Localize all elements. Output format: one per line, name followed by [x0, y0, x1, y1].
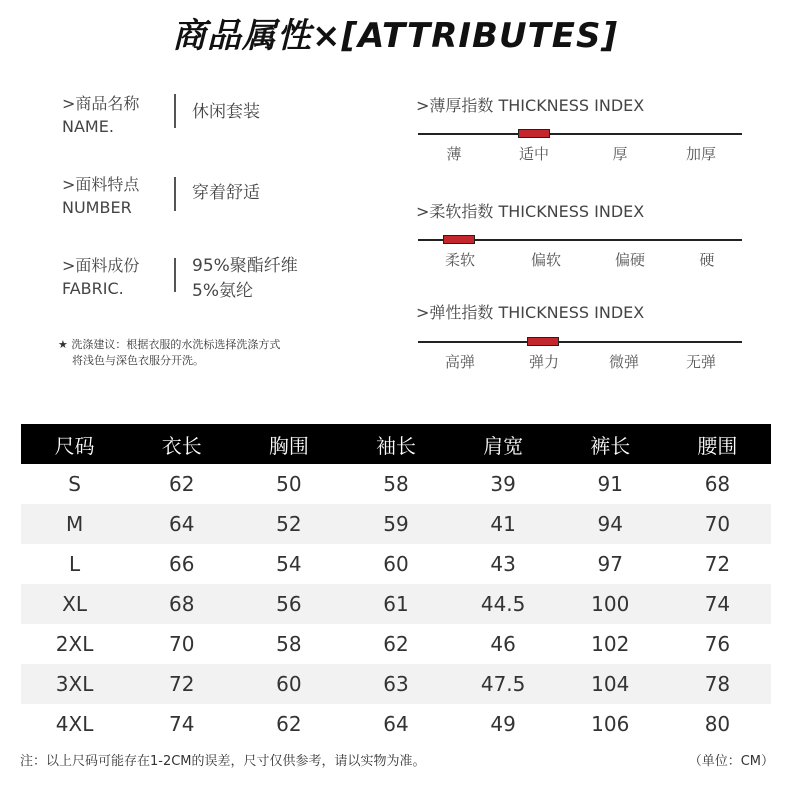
table-cell: 63	[342, 664, 449, 704]
table-cell: 74	[168, 712, 195, 736]
divider	[174, 94, 176, 128]
table-row	[21, 624, 771, 664]
footnote: 注：以上尺码可能存在1-2CM的误差，尺寸仅供参考，请以实物为准。	[20, 754, 426, 769]
table-row	[21, 704, 771, 744]
table-cell: L	[68, 552, 81, 576]
table-cell: 62	[383, 632, 409, 656]
header-chest: 胸围	[235, 424, 342, 464]
header-pants-length: 裤长	[557, 424, 664, 464]
table-cell: 4XL	[55, 712, 94, 736]
table-cell: 41	[450, 504, 557, 544]
scale-marker	[443, 235, 475, 244]
attr-label	[62, 92, 139, 138]
table-header-row	[21, 424, 771, 464]
attr-value: 休闲套装	[192, 102, 260, 122]
scale-marker	[527, 337, 559, 346]
table-cell: 68	[704, 472, 731, 496]
table-cell: 56	[235, 584, 342, 624]
scale-track	[418, 133, 742, 135]
table-cell: 43	[490, 552, 516, 576]
attr-label-cn: >面料特点	[62, 175, 140, 194]
table-cell: 44.5	[450, 584, 557, 624]
table-cell: 68	[128, 584, 235, 624]
scale-option: 微弹	[608, 353, 640, 371]
scale-option: 硬	[699, 251, 715, 269]
scale-option: 偏软	[530, 251, 562, 269]
table-cell: XL	[21, 584, 128, 624]
header-size: 尺码	[21, 424, 128, 464]
table-cell: 70	[664, 504, 771, 544]
table-cell: 106	[591, 712, 630, 736]
wash-line: 将浅色与深色衣服分开洗。	[72, 354, 204, 367]
scale-option: 柔软	[444, 251, 476, 269]
scale-option: 弹力	[528, 353, 560, 371]
table-cell: 60	[235, 664, 342, 704]
table-cell: 64	[383, 712, 409, 736]
table-cell: 97	[597, 552, 623, 576]
table-cell: 52	[235, 504, 342, 544]
scale-option: 薄	[446, 145, 462, 163]
table-row	[21, 504, 771, 544]
table-cell: 58	[276, 632, 302, 656]
unit-note: （单位：CM）	[688, 754, 774, 769]
table-cell: S	[68, 472, 81, 496]
table-cell: 3XL	[21, 664, 128, 704]
table-cell: 104	[557, 664, 664, 704]
divider	[174, 177, 176, 211]
attr-label-en: NUMBER	[62, 198, 132, 217]
table-cell: 2XL	[55, 632, 94, 656]
table-cell: 46	[490, 632, 516, 656]
table-cell: 66	[168, 552, 195, 576]
attr-label-cn: >面料成份	[62, 256, 140, 275]
table-cell: 80	[704, 712, 731, 736]
table-cell: 94	[557, 504, 664, 544]
scale-marker	[518, 129, 550, 138]
table-cell: 70	[168, 632, 195, 656]
table-row	[21, 464, 771, 504]
attr-value-line: 5%氨纶	[192, 281, 253, 301]
scale-option: 偏硬	[614, 251, 646, 269]
attr-label-en: FABRIC.	[62, 279, 124, 298]
header-sleeve: 袖长	[342, 424, 449, 464]
attr-value: 穿着舒适	[192, 183, 260, 203]
table-row	[21, 544, 771, 584]
table-cell: 61	[342, 584, 449, 624]
attr-value-line: 95%聚酯纤维	[192, 256, 298, 276]
table-cell: 47.5	[450, 664, 557, 704]
table-cell: 102	[591, 632, 630, 656]
table-cell: 74	[664, 584, 771, 624]
table-row	[21, 664, 771, 704]
attr-label-en: NAME.	[62, 117, 114, 136]
table-cell: 76	[704, 632, 731, 656]
table-cell: 62	[168, 472, 195, 496]
header-waist: 腰围	[664, 424, 771, 464]
scale-title: >薄厚指数 THICKNESS INDEX	[416, 96, 645, 115]
attr-label	[62, 173, 139, 219]
scale-option: 适中	[518, 145, 550, 163]
scale-track	[418, 341, 742, 343]
table-cell: 72	[704, 552, 731, 576]
table-cell: 39	[490, 472, 516, 496]
table-cell: 100	[557, 584, 664, 624]
scale-title: >弹性指数 THICKNESS INDEX	[416, 303, 645, 322]
page-title: 商品属性×[ATTRIBUTES]	[171, 16, 619, 56]
table-cell: 62	[276, 712, 302, 736]
scale-option: 厚	[612, 145, 628, 163]
divider	[174, 258, 176, 292]
table-row	[21, 584, 771, 624]
table-cell: 78	[664, 664, 771, 704]
table-cell: M	[21, 504, 128, 544]
table-cell: 60	[383, 552, 409, 576]
table-cell: 50	[276, 472, 302, 496]
scale-option: 加厚	[685, 145, 717, 163]
attr-label	[62, 254, 139, 300]
wash-note	[58, 337, 280, 369]
table-cell: 59	[342, 504, 449, 544]
scale-title: >柔软指数 THICKNESS INDEX	[416, 202, 645, 221]
star-icon: ★	[58, 338, 68, 351]
table-cell: 49	[490, 712, 516, 736]
size-table	[21, 424, 771, 744]
scale-option: 高弹	[444, 353, 476, 371]
table-cell: 72	[128, 664, 235, 704]
header-length: 衣长	[128, 424, 235, 464]
table-cell: 58	[383, 472, 409, 496]
table-cell: 64	[128, 504, 235, 544]
header-shoulder: 肩宽	[450, 424, 557, 464]
scale-option: 无弹	[685, 353, 717, 371]
attr-value	[192, 254, 298, 304]
wash-line: 洗涤建议：根据衣服的水洗标选择洗涤方式	[71, 338, 281, 351]
table-cell: 54	[276, 552, 302, 576]
table-cell: 91	[597, 472, 623, 496]
attr-label-cn: >商品名称	[62, 94, 140, 113]
